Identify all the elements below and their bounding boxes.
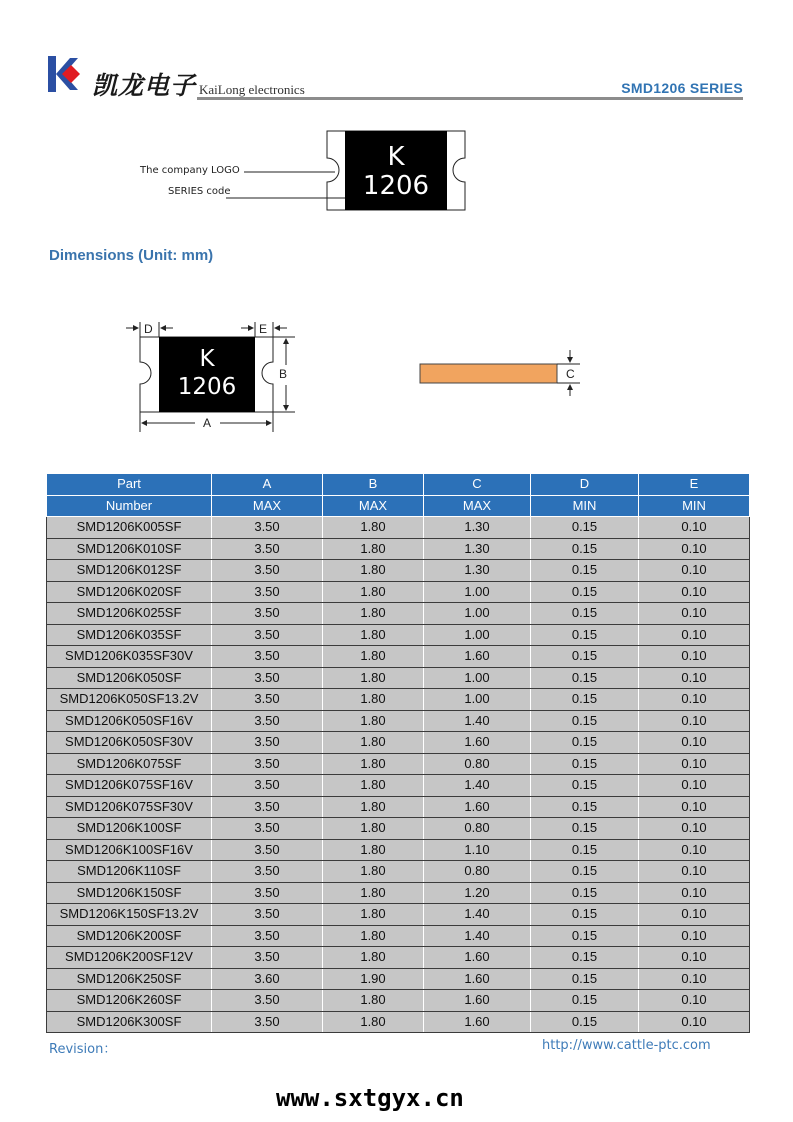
dimension-cell: 0.10 bbox=[639, 560, 750, 582]
dimension-cell: 1.80 bbox=[323, 538, 424, 560]
part-number-cell: SMD1206K200SF12V bbox=[47, 947, 212, 969]
dimension-cell: 1.00 bbox=[424, 581, 531, 603]
dimension-cell: 0.10 bbox=[639, 689, 750, 711]
dimension-cell: 1.80 bbox=[323, 732, 424, 754]
dim-label-c: C bbox=[566, 367, 575, 381]
table-row bbox=[47, 990, 750, 1012]
dimension-cell: 3.60 bbox=[212, 968, 323, 990]
dimension-cell: 3.50 bbox=[212, 732, 323, 754]
dimension-cell: 0.15 bbox=[531, 818, 639, 840]
dimension-cell: 1.80 bbox=[323, 882, 424, 904]
dimension-cell: 0.15 bbox=[531, 839, 639, 861]
dimension-cell: 0.10 bbox=[639, 839, 750, 861]
dim-label-a: A bbox=[203, 416, 212, 430]
part-number-cell: SMD1206K100SF16V bbox=[47, 839, 212, 861]
dimension-cell: 1.80 bbox=[323, 667, 424, 689]
dimension-cell: 0.10 bbox=[639, 538, 750, 560]
dimension-cell: 1.00 bbox=[424, 689, 531, 711]
part-number-cell: SMD1206K035SF bbox=[47, 624, 212, 646]
table-row bbox=[47, 689, 750, 711]
dimension-cell: 3.50 bbox=[212, 560, 323, 582]
part-number-cell: SMD1206K025SF bbox=[47, 603, 212, 625]
subheader-number: Number bbox=[47, 495, 212, 517]
part-number-cell: SMD1206K012SF bbox=[47, 560, 212, 582]
header-d: D bbox=[531, 474, 639, 496]
dimension-cell: 1.80 bbox=[323, 818, 424, 840]
part-number-cell: SMD1206K050SF30V bbox=[47, 732, 212, 754]
dim-label-b: B bbox=[279, 367, 288, 381]
table-header-row bbox=[47, 474, 750, 496]
table-row bbox=[47, 732, 750, 754]
dimension-cell: 1.80 bbox=[323, 904, 424, 926]
chip-marking-logo: K bbox=[387, 142, 405, 172]
header-e: E bbox=[639, 474, 750, 496]
part-number-cell: SMD1206K010SF bbox=[47, 538, 212, 560]
part-number-cell: SMD1206K110SF bbox=[47, 861, 212, 883]
table-row bbox=[47, 603, 750, 625]
part-number-cell: SMD1206K075SF16V bbox=[47, 775, 212, 797]
header-b: B bbox=[323, 474, 424, 496]
table-row bbox=[47, 753, 750, 775]
dimension-cell: 0.15 bbox=[531, 560, 639, 582]
dimension-cell: 0.15 bbox=[531, 581, 639, 603]
dimension-cell: 1.60 bbox=[424, 990, 531, 1012]
dimension-cell: 0.10 bbox=[639, 646, 750, 668]
dimension-cell: 1.80 bbox=[323, 796, 424, 818]
dimension-cell: 0.10 bbox=[639, 882, 750, 904]
dimension-cell: 3.50 bbox=[212, 710, 323, 732]
subheader-b: MAX bbox=[323, 495, 424, 517]
dimension-cell: 0.15 bbox=[531, 904, 639, 926]
header-a: A bbox=[212, 474, 323, 496]
dimension-cell: 3.50 bbox=[212, 603, 323, 625]
dimension-cell: 3.50 bbox=[212, 882, 323, 904]
part-number-cell: SMD1206K300SF bbox=[47, 1011, 212, 1033]
dimension-cell: 0.15 bbox=[531, 882, 639, 904]
dimension-cell: 0.10 bbox=[639, 968, 750, 990]
table-row bbox=[47, 560, 750, 582]
dimension-cell: 0.10 bbox=[639, 1011, 750, 1033]
chip-side-view-icon bbox=[420, 364, 557, 383]
dimension-cell: 1.40 bbox=[424, 904, 531, 926]
dimension-cell: 0.15 bbox=[531, 624, 639, 646]
dimension-cell: 1.80 bbox=[323, 517, 424, 539]
dimension-cell: 1.80 bbox=[323, 581, 424, 603]
dimension-cell: 0.80 bbox=[424, 753, 531, 775]
part-number-cell: SMD1206K150SF13.2V bbox=[47, 904, 212, 926]
dimension-cell: 0.15 bbox=[531, 646, 639, 668]
dimension-cell: 1.00 bbox=[424, 603, 531, 625]
dimension-cell: 0.15 bbox=[531, 925, 639, 947]
dimension-cell: 0.15 bbox=[531, 689, 639, 711]
dimension-cell: 0.10 bbox=[639, 603, 750, 625]
dimension-cell: 0.10 bbox=[639, 775, 750, 797]
dimension-cell: 3.50 bbox=[212, 839, 323, 861]
dimension-cell: 1.80 bbox=[323, 947, 424, 969]
dimension-cell: 1.80 bbox=[323, 710, 424, 732]
dimension-cell: 0.15 bbox=[531, 947, 639, 969]
table-row bbox=[47, 882, 750, 904]
dimension-cell: 1.80 bbox=[323, 861, 424, 883]
table-row bbox=[47, 839, 750, 861]
dimension-cell: 3.50 bbox=[212, 538, 323, 560]
dimension-cell: 3.50 bbox=[212, 925, 323, 947]
dimension-cell: 3.50 bbox=[212, 689, 323, 711]
dim-chip-marking-logo: K bbox=[199, 346, 215, 372]
dimension-cell: 1.60 bbox=[424, 732, 531, 754]
dimension-cell: 1.80 bbox=[323, 689, 424, 711]
dimension-cell: 0.10 bbox=[639, 624, 750, 646]
dim-label-e: E bbox=[259, 322, 268, 336]
dimension-cell: 1.80 bbox=[323, 624, 424, 646]
dimension-cell: 3.50 bbox=[212, 1011, 323, 1033]
dimension-cell: 0.15 bbox=[531, 538, 639, 560]
company-logo-label: The company LOGO bbox=[140, 165, 240, 176]
subheader-e: MIN bbox=[639, 495, 750, 517]
brand-name-english: KaiLong electronics bbox=[199, 82, 305, 97]
dim-label-d: D bbox=[144, 322, 153, 336]
dimension-cell: 3.50 bbox=[212, 818, 323, 840]
dimension-cell: 0.10 bbox=[639, 818, 750, 840]
subheader-a: MAX bbox=[212, 495, 323, 517]
dimension-cell: 0.15 bbox=[531, 667, 639, 689]
part-number-cell: SMD1206K150SF bbox=[47, 882, 212, 904]
table-row bbox=[47, 968, 750, 990]
dimension-cell: 3.50 bbox=[212, 861, 323, 883]
company-logo-icon bbox=[46, 54, 80, 94]
dimension-cell: 0.80 bbox=[424, 861, 531, 883]
dimension-cell: 1.60 bbox=[424, 947, 531, 969]
part-number-cell: SMD1206K100SF bbox=[47, 818, 212, 840]
part-number-cell: SMD1206K050SF16V bbox=[47, 710, 212, 732]
dimension-cell: 3.50 bbox=[212, 581, 323, 603]
dimension-cell: 0.15 bbox=[531, 603, 639, 625]
series-title: SMD1206 SERIES bbox=[621, 80, 743, 96]
table-subheader-row bbox=[47, 495, 750, 517]
dimension-cell: 3.50 bbox=[212, 624, 323, 646]
dimension-cell: 1.90 bbox=[323, 968, 424, 990]
dimension-cell: 0.10 bbox=[639, 710, 750, 732]
part-number-cell: SMD1206K050SF13.2V bbox=[47, 689, 212, 711]
header-part: Part bbox=[47, 474, 212, 496]
part-number-cell: SMD1206K005SF bbox=[47, 517, 212, 539]
dimension-cell: 1.80 bbox=[323, 1011, 424, 1033]
dimension-cell: 1.30 bbox=[424, 517, 531, 539]
part-number-cell: SMD1206K050SF bbox=[47, 667, 212, 689]
dimension-cell: 0.15 bbox=[531, 732, 639, 754]
dimension-cell: 0.10 bbox=[639, 517, 750, 539]
dimensions-diagram bbox=[0, 310, 793, 440]
dimension-cell: 1.00 bbox=[424, 624, 531, 646]
dimension-cell: 1.30 bbox=[424, 560, 531, 582]
table-row bbox=[47, 667, 750, 689]
watermark-text: www.sxtgyx.cn bbox=[276, 1084, 464, 1112]
dimension-cell: 0.15 bbox=[531, 990, 639, 1012]
dimension-cell: 1.40 bbox=[424, 710, 531, 732]
dimension-cell: 1.80 bbox=[323, 775, 424, 797]
table-row bbox=[47, 581, 750, 603]
dimension-cell: 3.50 bbox=[212, 947, 323, 969]
dimension-cell: 1.30 bbox=[424, 538, 531, 560]
table-body bbox=[47, 517, 750, 1033]
dimension-cell: 1.80 bbox=[323, 753, 424, 775]
dimension-cell: 1.40 bbox=[424, 775, 531, 797]
subheader-c: MAX bbox=[424, 495, 531, 517]
table-row bbox=[47, 710, 750, 732]
header-c: C bbox=[424, 474, 531, 496]
table-row bbox=[47, 624, 750, 646]
dimension-cell: 0.15 bbox=[531, 775, 639, 797]
dimension-cell: 0.10 bbox=[639, 667, 750, 689]
dim-chip-marking-series: 1206 bbox=[177, 374, 237, 400]
dimension-cell: 1.80 bbox=[323, 603, 424, 625]
header-divider bbox=[197, 97, 743, 100]
dimension-cell: 0.10 bbox=[639, 796, 750, 818]
dimension-cell: 0.80 bbox=[424, 818, 531, 840]
dimension-cell: 0.15 bbox=[531, 861, 639, 883]
website-link[interactable]: http://www.cattle-ptc.com bbox=[542, 1038, 711, 1053]
dimension-cell: 0.15 bbox=[531, 710, 639, 732]
dimension-cell: 0.10 bbox=[639, 732, 750, 754]
dimension-cell: 0.15 bbox=[531, 968, 639, 990]
part-number-cell: SMD1206K020SF bbox=[47, 581, 212, 603]
table-row bbox=[47, 904, 750, 926]
dimension-cell: 1.00 bbox=[424, 667, 531, 689]
revision-label: Revision： bbox=[49, 1042, 117, 1057]
dimension-cell: 0.10 bbox=[639, 753, 750, 775]
table-row bbox=[47, 775, 750, 797]
dimension-cell: 0.15 bbox=[531, 1011, 639, 1033]
dimension-cell: 3.50 bbox=[212, 667, 323, 689]
dimension-cell: 0.15 bbox=[531, 517, 639, 539]
dimensions-table bbox=[46, 473, 750, 1033]
dimension-cell: 1.60 bbox=[424, 646, 531, 668]
dimension-cell: 1.60 bbox=[424, 968, 531, 990]
dimension-cell: 1.80 bbox=[323, 990, 424, 1012]
part-number-cell: SMD1206K075SF30V bbox=[47, 796, 212, 818]
dimension-cell: 1.10 bbox=[424, 839, 531, 861]
chip-marking-series: 1206 bbox=[362, 171, 430, 201]
dimension-cell: 3.50 bbox=[212, 990, 323, 1012]
dimension-cell: 3.50 bbox=[212, 904, 323, 926]
table-row bbox=[47, 646, 750, 668]
dimension-cell: 3.50 bbox=[212, 775, 323, 797]
brand-name-chinese: 凯龙电子 bbox=[92, 71, 197, 100]
dimension-cell: 1.20 bbox=[424, 882, 531, 904]
subheader-d: MIN bbox=[531, 495, 639, 517]
table-row bbox=[47, 947, 750, 969]
dimension-cell: 0.10 bbox=[639, 990, 750, 1012]
table-row bbox=[47, 517, 750, 539]
dimension-cell: 0.10 bbox=[639, 947, 750, 969]
table-row bbox=[47, 925, 750, 947]
dimension-cell: 1.60 bbox=[424, 796, 531, 818]
dimension-cell: 1.80 bbox=[323, 839, 424, 861]
dimension-cell: 1.80 bbox=[323, 925, 424, 947]
part-number-cell: SMD1206K260SF bbox=[47, 990, 212, 1012]
table-row bbox=[47, 538, 750, 560]
dimension-cell: 0.10 bbox=[639, 581, 750, 603]
dimension-cell: 0.10 bbox=[639, 904, 750, 926]
dimension-cell: 1.80 bbox=[323, 560, 424, 582]
series-code-label: SERIES code bbox=[168, 186, 231, 197]
dimension-cell: 3.50 bbox=[212, 796, 323, 818]
dimensions-title: Dimensions (Unit: mm) bbox=[49, 247, 214, 264]
dimension-cell: 1.40 bbox=[424, 925, 531, 947]
part-number-cell: SMD1206K075SF bbox=[47, 753, 212, 775]
table-row bbox=[47, 818, 750, 840]
dimension-cell: 3.50 bbox=[212, 517, 323, 539]
dimension-cell: 0.10 bbox=[639, 861, 750, 883]
dimension-cell: 0.15 bbox=[531, 796, 639, 818]
dimension-cell: 3.50 bbox=[212, 753, 323, 775]
table-row bbox=[47, 1011, 750, 1033]
dimension-cell: 3.50 bbox=[212, 646, 323, 668]
dimension-cell: 0.10 bbox=[639, 925, 750, 947]
dimension-cell: 1.60 bbox=[424, 1011, 531, 1033]
part-number-cell: SMD1206K250SF bbox=[47, 968, 212, 990]
table-row bbox=[47, 796, 750, 818]
part-number-cell: SMD1206K035SF30V bbox=[47, 646, 212, 668]
part-number-cell: SMD1206K200SF bbox=[47, 925, 212, 947]
dimension-cell: 0.15 bbox=[531, 753, 639, 775]
table-row bbox=[47, 861, 750, 883]
dimension-cell: 1.80 bbox=[323, 646, 424, 668]
